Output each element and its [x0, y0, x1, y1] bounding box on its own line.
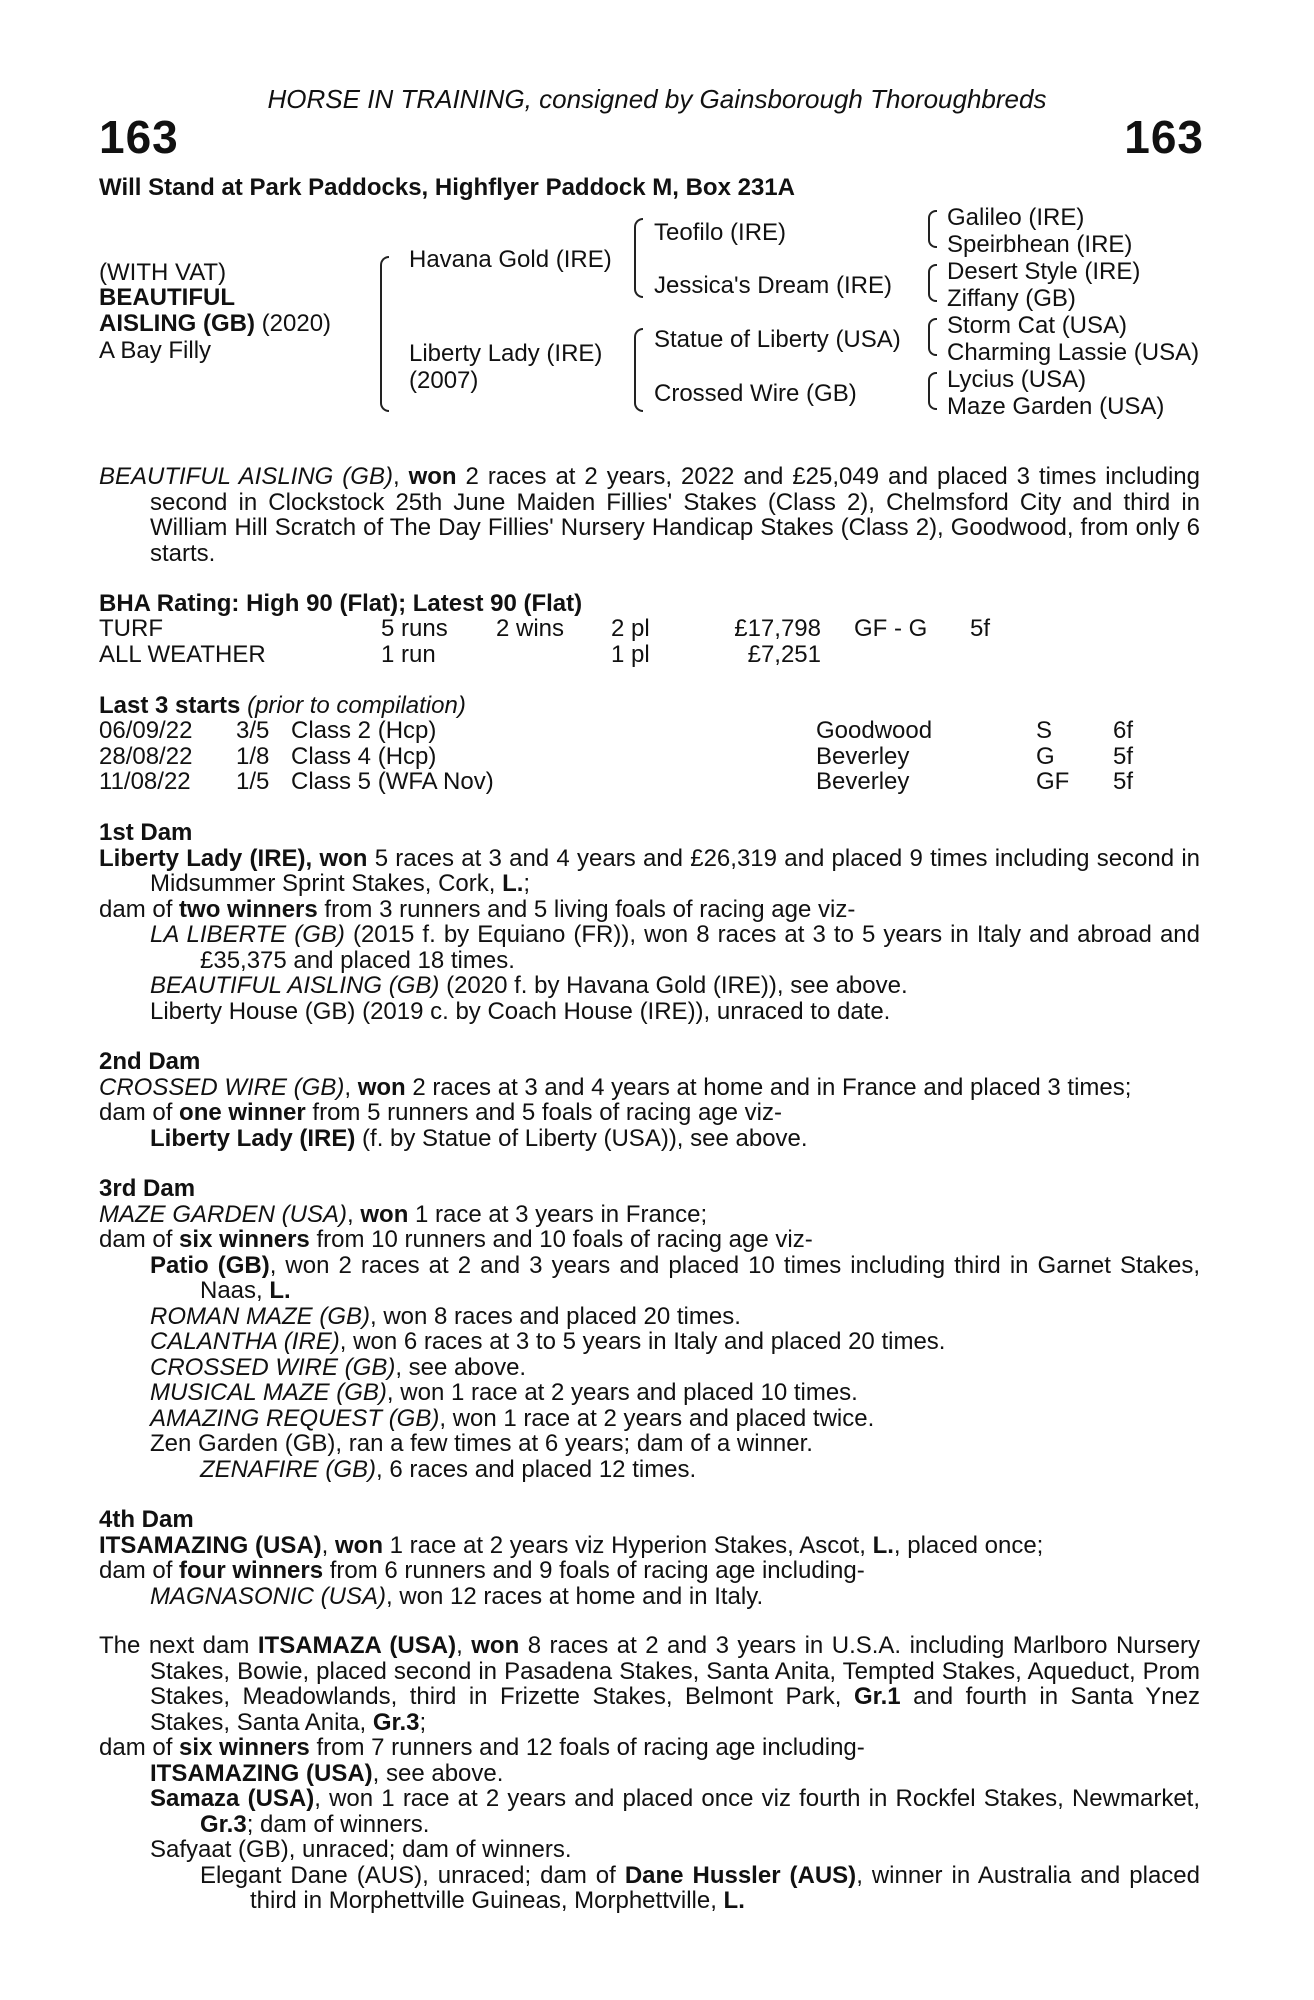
pedigree-dss: Storm Cat (USA) [947, 312, 1128, 339]
bha-distance: 5f [970, 615, 991, 642]
record-text: 1 race at 2 years viz Hyperion Stakes, Ascot, [383, 1531, 873, 1559]
bha-runs: 5 runs [381, 615, 448, 642]
produce-entry: Zen Garden (GB), ran a few times at 6 years; dam of a winner. [150, 1430, 813, 1457]
produce-name: ITSAMAZING (USA) [150, 1759, 373, 1787]
second-dam-produce-line [99, 1100, 1200, 1126]
listed-label: L. [723, 1887, 745, 1914]
produce-name: Dane Hussler (AUS) [624, 1861, 857, 1889]
third-dam-record [99, 1202, 1200, 1228]
next-dam-produce-line [99, 1735, 1200, 1761]
vat-note: (WITH VAT) [99, 259, 227, 286]
pedigree-sds: Desert Style (IRE) [947, 258, 1141, 285]
fourth-dam-record [99, 1533, 1200, 1559]
start-date: 11/08/22 [99, 768, 191, 795]
bha-stats-table [99, 616, 990, 667]
produce-name: Patio (GB) [150, 1251, 270, 1279]
horse-name-line1: BEAUTIFUL [99, 284, 235, 311]
separator: , [347, 1200, 361, 1228]
horse-year: (2020) [255, 310, 332, 337]
bha-row-allweather [99, 642, 990, 668]
lot-number-right: 163 [1124, 111, 1204, 163]
separator: , [456, 1632, 472, 1659]
fourth-dam-heading: 4th Dam [99, 1506, 194, 1533]
pedigree-brace-sire [634, 218, 643, 298]
winners-count: one winner [179, 1099, 306, 1126]
bha-distance [970, 642, 990, 668]
produce-entry [99, 1329, 1200, 1355]
start-going: S [1036, 717, 1053, 744]
summary-text: 2 races at 2 years, 2022 and £25,049 and placed 3 times including second in Clockstock 25th June Maiden Fillies' Stakes (Class 2), Chelmsford City and third in William Hill Scratch of The Day Fillies' Nursery Handicap Stakes (Class 2), Goodwood, from only 6 starts. [150, 463, 1200, 567]
group-label: Gr.3 [372, 1708, 420, 1736]
third-dam-produce-line [99, 1227, 1200, 1253]
record-text: 2 races at 3 and 4 years at home and in France and placed 3 times; [405, 1073, 1132, 1101]
record-end: ; [419, 1708, 427, 1736]
first-dam-produce-line [99, 897, 1200, 923]
first-dam-heading: 1st Dam [99, 819, 193, 846]
produce-text: , 6 races and placed 12 times. [376, 1455, 697, 1483]
bha-wins [496, 642, 611, 668]
summary-horse-name: BEAUTIFUL AISLING (GB) [99, 463, 393, 490]
dam-name: ITSAMAZING (USA) [99, 1531, 322, 1559]
record-end: , placed once; [893, 1531, 1044, 1559]
produce-text: dam of [99, 1226, 180, 1253]
race-summary: BEAUTIFUL AISLING (GB), won 2 races at 2 years, 2022 and £25,049 and placed 3 times including second in Clockstock 25th June Maiden Fillies' Stakes (Class 2), Chelmsford City and third in William Hill Scratch of The Day Fillies' Nursery Handicap Stakes (Class 2), Goodwood, from only 6 starts. [99, 463, 1200, 567]
start-course: Beverley [816, 742, 910, 770]
pedigree-dam-year: (2007) [409, 367, 479, 394]
listed-label: L. [502, 870, 524, 897]
grand-produce-entry [99, 1863, 1200, 1914]
produce-text: , won 8 races and placed 20 times. [370, 1302, 741, 1330]
bha-surface: ALL WEATHER [99, 640, 266, 668]
bha-prize: £7,251 [747, 640, 821, 668]
group-label: Gr.3 [200, 1810, 247, 1838]
produce-name: CALANTHA (IRE) [150, 1328, 340, 1355]
record-text: 5 races at 3 and 4 years and £26,319 and placed 9 times including second in Midsummer Sprint Stakes, Cork, [150, 844, 1201, 897]
dam-name: CROSSED WIRE (GB) [99, 1073, 345, 1101]
produce-entry: Safyaat (GB), unraced; dam of winners. [150, 1836, 572, 1863]
produce-entry [99, 922, 1200, 973]
start-position: 3/5 [236, 717, 270, 744]
record-text: 1 race at 3 years in France; [408, 1200, 708, 1228]
produce-name: MAGNASONIC (USA) [150, 1582, 387, 1610]
winners-count: two winners [179, 895, 318, 923]
produce-name: BEAUTIFUL AISLING (GB) [150, 972, 440, 999]
bha-wins: 2 wins [496, 615, 565, 642]
start-course: Beverley [816, 768, 910, 795]
pedigree-sss: Galileo (IRE) [947, 204, 1085, 231]
start-going: GF [1036, 768, 1070, 795]
start-race: Class 4 (Hcp) [291, 742, 437, 770]
start-race: Class 2 (Hcp) [291, 717, 437, 744]
listed-label: L. [269, 1277, 291, 1304]
produce-text: dam of [99, 895, 180, 923]
pedigree-brace-main [380, 256, 389, 412]
winners-count: six winners [179, 1226, 310, 1253]
pedigree-dam-sire: Statue of Liberty (USA) [654, 326, 901, 353]
second-dam-record [99, 1075, 1200, 1101]
last-starts-title: Last 3 starts [99, 692, 241, 719]
horse-description: A Bay Filly [99, 337, 212, 364]
produce-entry [99, 1406, 1200, 1432]
produce-text: , won 2 races at 2 and 3 years and placed 10 times including third in Garnet Stakes, Naas, [200, 1251, 1201, 1304]
won-label: won [360, 1200, 409, 1228]
grand-produce-entry [99, 1457, 1200, 1483]
third-dam-heading: 3rd Dam [99, 1175, 196, 1202]
pedigree-sire-sire: Teofilo (IRE) [654, 219, 787, 246]
last-start-row [99, 769, 1133, 795]
horse-name-part2: AISLING (GB) [99, 310, 255, 337]
produce-text: Elegant Dane (AUS), unraced; dam of [200, 1861, 625, 1889]
listed-label: L. [872, 1531, 894, 1559]
bha-placed: 1 pl [611, 640, 650, 668]
last-start-row [99, 744, 1133, 770]
produce-text: ; dam of winners. [246, 1810, 430, 1838]
pedigree-dam-dam: Crossed Wire (GB) [654, 380, 857, 407]
produce-text: from 5 runners and 5 foals of racing age viz- [305, 1099, 782, 1126]
pedigree-dds: Lycius (USA) [947, 366, 1087, 393]
produce-name: AMAZING REQUEST (GB) [150, 1404, 440, 1432]
start-distance: 6f [1113, 717, 1134, 744]
stand-location: Will Stand at Park Paddocks, Highflyer Paddock M, Box 231A [99, 174, 795, 201]
produce-text: , won 12 races at home and in Italy. [386, 1582, 764, 1610]
dam-name: ITSAMAZA (USA) [257, 1632, 457, 1659]
winners-count: six winners [179, 1734, 310, 1761]
bha-rating-heading: BHA Rating: High 90 (Flat); Latest 90 (Flat) [99, 590, 583, 617]
next-dam-record [99, 1633, 1200, 1735]
won-label: , won [305, 844, 368, 872]
bha-going [854, 642, 970, 668]
produce-text: , won 1 race at 2 years and placed once viz fourth in Rockfel Stakes, Newmarket, [314, 1785, 1200, 1812]
start-position: 1/8 [236, 742, 270, 770]
separator: , [344, 1073, 358, 1101]
pedigree-ddd: Maze Garden (USA) [947, 393, 1165, 420]
first-dam-section [99, 820, 1200, 1024]
produce-text: (f. by Statue of Liberty (USA)), see above. [355, 1124, 808, 1152]
separator: , [321, 1531, 335, 1559]
start-distance: 5f [1113, 742, 1134, 770]
produce-entry [99, 1584, 1200, 1610]
produce-text: from 10 runners and 10 foals of racing age viz- [309, 1226, 813, 1253]
horse-name-line2 [99, 311, 331, 337]
lot-number-left: 163 [99, 111, 179, 163]
bha-row-turf [99, 616, 990, 642]
pedigree-dsd: Charming Lassie (USA) [947, 339, 1200, 366]
pedigree-brace-ss [928, 210, 937, 248]
bha-surface: TURF [99, 615, 163, 642]
produce-text: , won 6 races at 3 to 5 years in Italy and placed 20 times. [339, 1328, 946, 1355]
start-going: G [1036, 742, 1055, 770]
bha-runs: 1 run [381, 640, 436, 668]
produce-name: LA LIBERTE (GB) [150, 921, 345, 948]
bha-placed: 2 pl [611, 615, 650, 642]
won-label: won [335, 1531, 383, 1559]
produce-text: from 6 runners and 9 foals of racing age including- [323, 1557, 865, 1584]
record-text: 8 races at 2 and 3 years in U.S.A. including Marlboro Nursery Stakes, Bowie, placed second in Pasadena Stakes, Santa Anita, Tempted Stakes, Aqueduct, Prom Stakes, Meadowlands, third in Frizette Stakes, Belmont Park, [150, 1632, 1200, 1710]
record-text: and fourth in Santa Ynez Stakes, Santa Anita, [150, 1683, 1201, 1736]
produce-name: Liberty Lady (IRE) [150, 1124, 356, 1152]
produce-name: MUSICAL MAZE (GB) [150, 1379, 387, 1406]
produce-text: from 3 runners and 5 living foals of racing age viz- [317, 895, 856, 923]
produce-entry [99, 1304, 1200, 1330]
winners-count: four winners [179, 1557, 324, 1584]
last-starts-heading [99, 693, 466, 719]
produce-text: , see above. [372, 1759, 504, 1787]
summary-won: won [408, 463, 457, 490]
produce-text: dam of [99, 1557, 180, 1584]
produce-text: (2020 f. by Havana Gold (IRE)), see above. [439, 972, 908, 999]
start-position: 1/5 [236, 768, 270, 795]
produce-name: ROMAN MAZE (GB) [150, 1302, 370, 1330]
fourth-dam-section [99, 1507, 1200, 1609]
last-starts-table [99, 718, 1133, 795]
produce-name: CROSSED WIRE (GB) [150, 1353, 396, 1381]
pedigree-brace-ds [928, 318, 937, 356]
third-dam-section [99, 1176, 1200, 1482]
dam-name: MAZE GARDEN (USA) [99, 1200, 348, 1228]
produce-entry [99, 1786, 1200, 1837]
produce-entry [99, 1761, 1200, 1787]
won-label: won [471, 1632, 520, 1659]
produce-name: ZENAFIRE (GB) [200, 1455, 377, 1483]
produce-text: , winner in Australia and placed third in Morphettville Guineas, Morphettville, [250, 1861, 1200, 1914]
produce-entry [99, 1126, 1200, 1152]
pedigree-brace-dam [634, 328, 643, 412]
pedigree-sire: Havana Gold (IRE) [409, 246, 612, 273]
start-distance: 5f [1113, 768, 1134, 795]
produce-text: , won 1 race at 2 years and placed 10 times. [386, 1379, 858, 1406]
produce-entry [99, 1380, 1200, 1406]
pedigree-brace-dd [928, 372, 937, 410]
last-starts-note: (prior to compilation) [240, 692, 466, 719]
catalogue-header: HORSE IN TRAINING, consigned by Gainsborough Thoroughbreds [267, 84, 1047, 114]
start-course: Goodwood [816, 717, 933, 744]
second-dam-section [99, 1049, 1200, 1151]
start-date: 28/08/22 [99, 742, 193, 770]
start-date: 06/09/22 [99, 717, 193, 744]
pedigree-sdd: Ziffany (GB) [947, 285, 1076, 312]
pedigree-sire-dam: Jessica's Dream (IRE) [654, 272, 892, 299]
next-dam-section [99, 1633, 1200, 1914]
bha-prize: £17,798 [734, 615, 821, 642]
fourth-dam-produce-line [99, 1558, 1200, 1584]
start-race: Class 5 (WFA Nov) [291, 768, 494, 795]
pedigree-dam: Liberty Lady (IRE) [409, 340, 603, 367]
produce-text: , see above. [395, 1353, 527, 1381]
produce-entry [99, 1253, 1200, 1304]
produce-entry: Liberty House (GB) (2019 c. by Coach House (IRE)), unraced to date. [150, 997, 891, 1025]
bha-going: GF - G [854, 615, 928, 642]
last-start-row [99, 718, 1133, 744]
produce-entry [99, 1355, 1200, 1381]
produce-text: dam of [99, 1099, 180, 1126]
first-dam-record [99, 846, 1200, 897]
produce-text: dam of [99, 1734, 180, 1761]
record-text: The next dam [99, 1632, 258, 1659]
produce-text: , won 1 race at 2 years and placed twice. [439, 1404, 875, 1432]
pedigree-ssd: Speirbhean (IRE) [947, 231, 1133, 258]
second-dam-heading: 2nd Dam [99, 1048, 201, 1075]
produce-name: Samaza (USA) [150, 1785, 315, 1812]
record-end: ; [523, 870, 531, 897]
produce-text: (2015 f. by Equiano (FR)), won 8 races at 3 to 5 years in Italy and abroad and £35,375 and placed 18 times. [200, 921, 1200, 974]
won-label: won [357, 1073, 406, 1101]
dam-name: Liberty Lady (IRE) [99, 844, 306, 872]
group-label: Gr.1 [853, 1683, 901, 1710]
pedigree-brace-sd [928, 264, 937, 302]
produce-entry [99, 973, 1200, 999]
produce-text: from 7 runners and 12 foals of racing age including- [309, 1734, 865, 1761]
